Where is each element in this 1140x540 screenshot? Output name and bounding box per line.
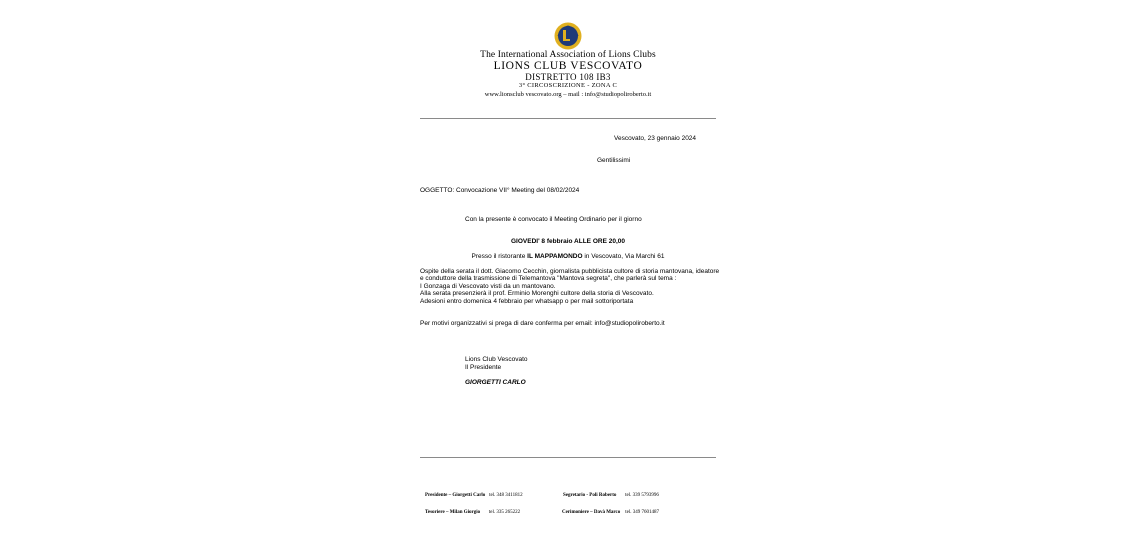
intro-line: Con la presente è convocato il Meeting Ordinario per il giorno [465,216,642,223]
district: DISTRETTO 108 IB3 [525,72,611,82]
venue-suffix: in Vescovato, Via Marchi 61 [582,253,665,260]
footer-divider [420,457,716,458]
footer-president [425,493,523,499]
signature-name: GIORGETTI CARLO [465,379,526,386]
venue-prefix: Presso il ristorante [471,253,528,260]
letter-date: Vescovato, 23 gennaio 2024 [614,135,697,142]
treasurer-tel: tel. 335 265222 [488,510,521,515]
venue-line [420,253,716,261]
footer-ceremony-master [562,510,659,516]
confirmation-note: Per motivi organizzativi si prega di dare conferma per email: info@studiopoliroberto.it [420,320,665,327]
body-line: I Gonzaga di Vescovato visti da un mantovano. [420,282,556,290]
body-line: Alla serata presenzierà il prof. Erminio Morenghi cultore della storia di Vescovato. [420,290,654,298]
greeting: Gentilissimi [597,157,631,164]
subject-line: OGGETTO: Convocazione VII° Meeting del 08/02/2024 [420,187,580,194]
treasurer-label: Tesoriere – Milan Giorgio [425,510,481,515]
website-email: www.lionsclub vescovato.org – mail : info@studiopoliroberto.it [484,91,652,98]
president-label: Presidente – Giorgetti Carlo [425,493,486,498]
secretary-tel: tel. 339 5793996 [625,493,659,498]
lions-logo-icon [554,22,582,50]
association-name: The International Association of Lions Clubs [480,50,656,60]
signature-role: Il Presidente [465,364,502,371]
meeting-datetime: GIOVEDI' 8 febbraio ALLE ORE 20,00 [510,238,625,245]
circoscrizione: 3° CIRCOSCRIZIONE - ZONA C [518,82,618,89]
body-paragraph [420,268,719,305]
body-line: Ospite della serata il dott. Giacomo Cecchin, giornalista pubblicista cultore di storia mantovana, ideatore [420,268,720,275]
ceremony-tel: tel. 349 7601487 [625,510,660,515]
ceremony-label: Cerimoniere – Davà Marco [562,510,621,515]
president-tel: tel. 348 3411812 [489,493,523,498]
header-divider [420,118,716,119]
body-line: Adesioni entro domenica 4 febbraio per whatsapp o per mail sottoriportata [420,297,634,305]
body-line: e conduttore della trasmissione di Telemantova "Mantova segreta", che parlerà sul tema : [420,275,677,283]
secretary-label: Segretario - Poli Roberto [563,493,617,498]
footer-treasurer [425,510,520,516]
footer-secretary [563,493,659,499]
signature-club: Lions Club Vescovato [465,356,528,363]
club-name: LIONS CLUB VESCOVATO [493,60,643,72]
venue-name: IL MAPPAMONDO [527,253,583,260]
